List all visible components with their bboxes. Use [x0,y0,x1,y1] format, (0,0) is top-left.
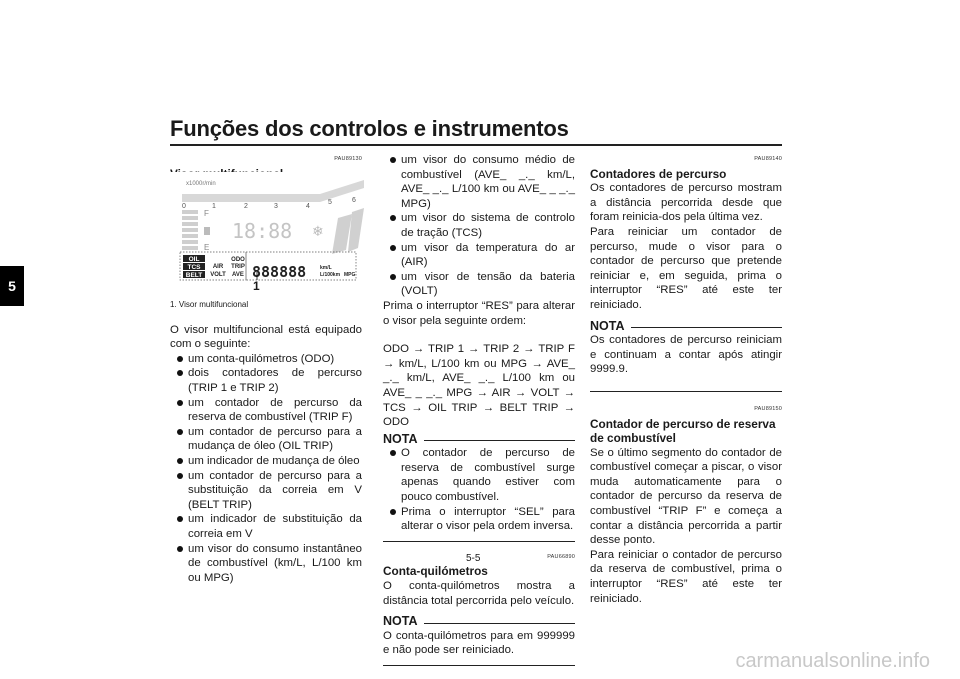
rpm-unit-label: x1000r/min [186,181,216,187]
odometer-digits: 888888 [252,263,307,281]
feature-list [170,352,362,586]
display-sequence: ODO → TRIP 1 → TRIP 2 → TRIP F → km/L, L/100 km ou MPG → AVE_ _._ km/L, AVE_ _._ L/100 km ou AVE_ _ _._ MPG → AIR → VOLT → TCS → OIL TRIP → BELT TRIP → ODO [383,343,575,429]
figure-caption: 1. Visor multifuncional [170,300,249,309]
odometer-paragraph: O conta-quilómetros mostra a distância total percorrida pelo veículo. [383,580,575,607]
fuel-reserve-paragraph: Se o último segmento do contador de combustível começar a piscar, o visor muda automaticamente para o contador de percurso da reserva de combustível “TRIP F” e começa a contar a distância percorrida a partir desse ponto. [590,446,782,547]
nota-label: NOTA [383,614,418,629]
page-title: Funções dos controlos e instrumentos [170,116,569,141]
odo-mode-label: ODO [231,257,245,263]
watermark: carmanualsonline.info [735,650,930,672]
chapter-tab: 5 [0,266,24,306]
rpm-tick: 2 [244,203,248,210]
column-1-body [170,298,362,585]
nota-list [383,446,575,534]
section-code: PAU89150 [754,405,782,412]
nota-text: O conta-quilómetros para em 999999 e não pode ser reiniciado. [383,629,575,657]
unit-kml: km/L [320,265,332,271]
list-item: um conta-quilómetros (ODO) [170,352,362,367]
nota-text: Os contadores de percurso reiniciam e continuam a contar após atingir 9999.9. [590,334,782,376]
list-item: um visor do consumo instantâneo de combustível (km/L, L/100 km ou MPG) [170,542,362,586]
list-item: um contador de percurso para a substituição da correia em V (BELT TRIP) [170,469,362,513]
list-item: um visor da temperatura do ar (AIR) [383,241,575,270]
clock-display: 18:88 [232,219,293,243]
nota-heading [383,614,575,629]
rpm-tick: 4 [306,203,310,210]
rpm-tick: 1 [212,203,216,210]
list-item: um visor do sistema de controlo de tração (TCS) [383,211,575,240]
multifunction-display-figure [170,172,366,282]
snowflake-icon: ❄ [312,224,324,240]
page-number: 5-5 [466,553,481,564]
list-item: um visor de tensão da bateria (VOLT) [383,270,575,299]
list-item: um indicador de substituição da correia em V [170,512,362,541]
nota-heading [383,432,575,447]
rpm-tick: 6 [352,197,356,204]
fuel-pump-icon [204,227,210,235]
list-item: um indicador de mudança de óleo [170,454,362,469]
oil-indicator: OIL [188,256,200,263]
trip-reset-paragraph: Para reiniciar um contador de percurso, mude o visor para o contador de percurso que pretende reiniciar e, em seguida, prima o interruptor “RES” até este ter reiniciado. [590,225,782,311]
fuel-empty-label: E [204,243,210,252]
intro-paragraph: O visor multifuncional está equipado com o seguinte: [170,323,362,351]
nota-label: NOTA [590,318,625,333]
trip-paragraph: Os contadores de percurso mostram a distância percorrida desde que foram reinicia-dos pela última vez. [590,182,782,224]
order-paragraph: Prima o interruptor “RES” para alterar o visor pela seguinte ordem: [383,299,575,327]
tcs-indicator: TCS [187,264,201,271]
nota-heading [590,319,782,334]
fuel-gauge [182,210,198,250]
list-item: um contador de percurso da reserva de combustível (TRIP F) [170,396,362,425]
list-item: dois contadores de percurso (TRIP 1 e TRIP 2) [170,366,362,395]
fuel-reserve-reset-paragraph: Para reiniciar o contador de percurso da reserva de combustível, prima o interruptor “RES” até este ter reiniciado. [590,548,782,605]
section-code: PAU89140 [754,156,782,162]
trip-mode-label: TRIP [231,264,245,270]
belt-indicator: BELT [185,272,203,279]
fuel-full-label: F [204,209,209,218]
column-2 [383,153,575,666]
list-item: O contador de percurso de reserva de combustível surge apenas quando estiver com pouco combustível. [383,446,575,504]
nota-end-rule [383,541,575,542]
unit-mpg: MPG [344,272,356,278]
unit-l100km: L/100km [320,272,341,278]
rpm-tick: 5 [328,199,332,206]
list-item: Prima o interruptor “SEL” para alterar o visor pela ordem inversa. [383,505,575,534]
section-heading: Contadores de percurso [590,166,727,181]
section-code: PAU89130 [334,156,362,162]
list-item: um contador de percurso para a mudança de óleo (OIL TRIP) [170,425,362,454]
section-code: PAU66890 [547,553,575,560]
air-mode-label: AIR [212,264,224,270]
rpm-tick: 0 [182,203,186,210]
nota-end-rule [590,391,782,392]
list-item: um visor do consumo médio de combustível (AVE_ _._ km/L, AVE_ _._ L/100 km ou AVE_ _ _._ MPG) [383,153,575,211]
feature-list-continued [383,153,575,299]
section-heading: Contador de percurso de reserva de combustível [590,416,776,446]
nota-label: NOTA [383,431,418,446]
figure-callout-number: 1 [253,279,260,293]
rpm-tick: 3 [274,203,278,210]
nota-end-rule [383,665,575,666]
ave-mode-label: AVE [232,272,244,278]
volt-mode-label: VOLT [210,272,226,278]
section-heading: Conta-quilómetros [383,564,488,579]
title-rule [170,144,782,146]
column-3 [590,152,782,606]
